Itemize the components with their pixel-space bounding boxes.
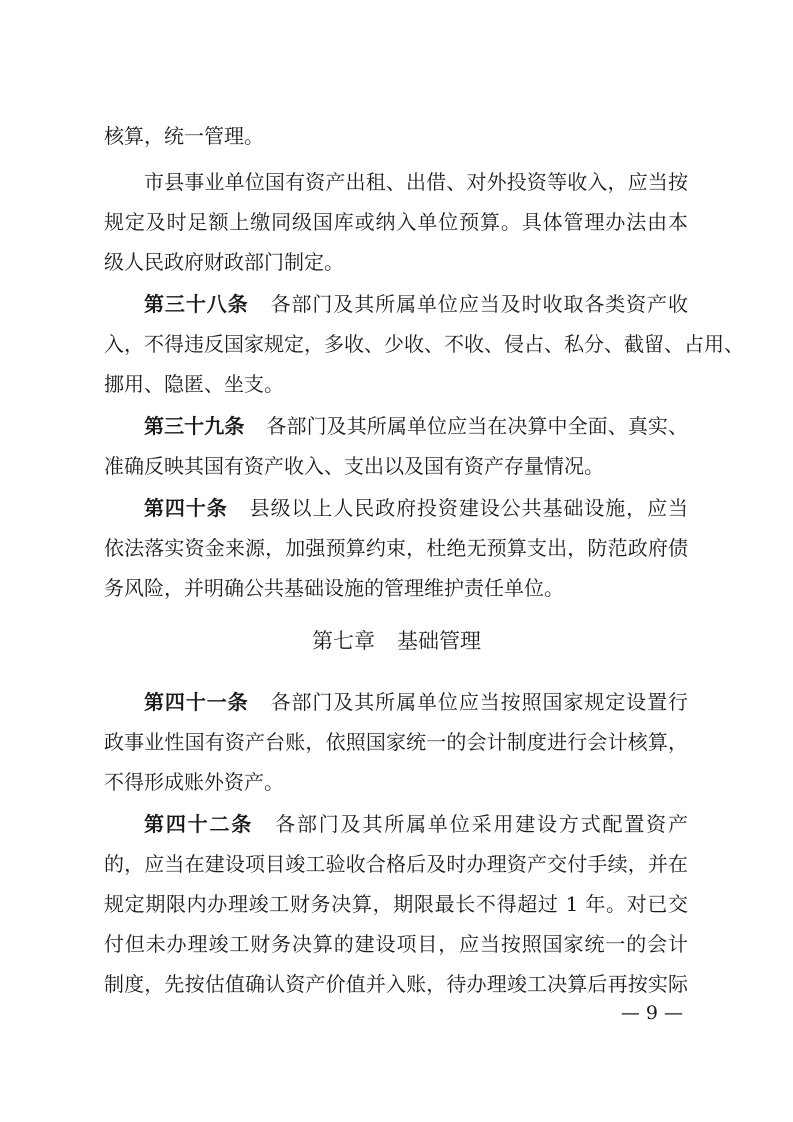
- text-line: 市县事业单位国有资产出租、出借、对外投资等收入，应当按: [144, 170, 688, 194]
- article-39: [144, 414, 688, 438]
- text-line: 规定期限内办理竣工财务决算，期限最长不得超过 1 年。对已交: [104, 892, 688, 916]
- text-line: 务风险，并明确公共基础设施的管理维护责任单位。: [104, 576, 564, 600]
- article-title: 第四十二条: [144, 812, 254, 836]
- article-text: 各部门及其所属单位应当及时收取各类资产收: [270, 292, 689, 316]
- chapter-title: 基础管理: [397, 629, 481, 653]
- text-line: 准确反映其国有资产收入、支出以及国有资产存量情况。: [104, 454, 604, 478]
- article-text: 各部门及其所属单位应当按照国家规定设置行: [270, 690, 689, 714]
- text-line: 核算，统一管理。: [104, 124, 264, 148]
- text-line: 级人民政府财政部门制定。: [104, 250, 344, 274]
- text-line: 的，应当在建设项目竣工验收合格后及时办理资产交付手续，并在: [104, 852, 688, 876]
- text-line: 制度，先按估值确认资产价值并入账，待办理竣工决算后再按实际: [104, 972, 688, 996]
- article-title: 第四十条: [144, 496, 228, 520]
- text-line: 不得形成账外资产。: [104, 770, 284, 794]
- article-41: [144, 690, 688, 714]
- article-text: 县级以上人民政府投资建设公共基础设施，应当: [249, 496, 689, 520]
- article-text: 各部门及其所属单位应当在决算中全面、真实、: [266, 414, 689, 438]
- text-line: 政事业性国有资产台账，依照国家统一的会计制度进行会计核算，: [104, 730, 688, 754]
- chapter-heading: [0, 628, 793, 654]
- text-line: 挪用、隐匿、坐支。: [104, 372, 284, 396]
- chapter-number: 第七章: [312, 629, 375, 653]
- page-number: — 9 —: [620, 1002, 683, 1024]
- text-line: 依法落实资金来源，加强预算约束，杜绝无预算支出，防范政府债: [104, 536, 688, 560]
- article-40: [144, 496, 688, 520]
- article-title: 第三十八条: [144, 292, 249, 316]
- article-42: [144, 812, 688, 836]
- article-title: 第三十九条: [144, 414, 245, 438]
- article-text: 各部门及其所属单位采用建设方式配置资产: [275, 812, 689, 836]
- article-38: [144, 292, 688, 316]
- article-title: 第四十一条: [144, 690, 249, 714]
- text-line: 规定及时足额上缴同级国库或纳入单位预算。具体管理办法由本: [104, 210, 688, 234]
- text-line: 付但未办理竣工财务决算的建设项目，应当按照国家统一的会计: [104, 932, 688, 956]
- text-line: 入，不得违反国家规定，多收、少收、不收、侵占、私分、截留、占用、: [104, 332, 744, 356]
